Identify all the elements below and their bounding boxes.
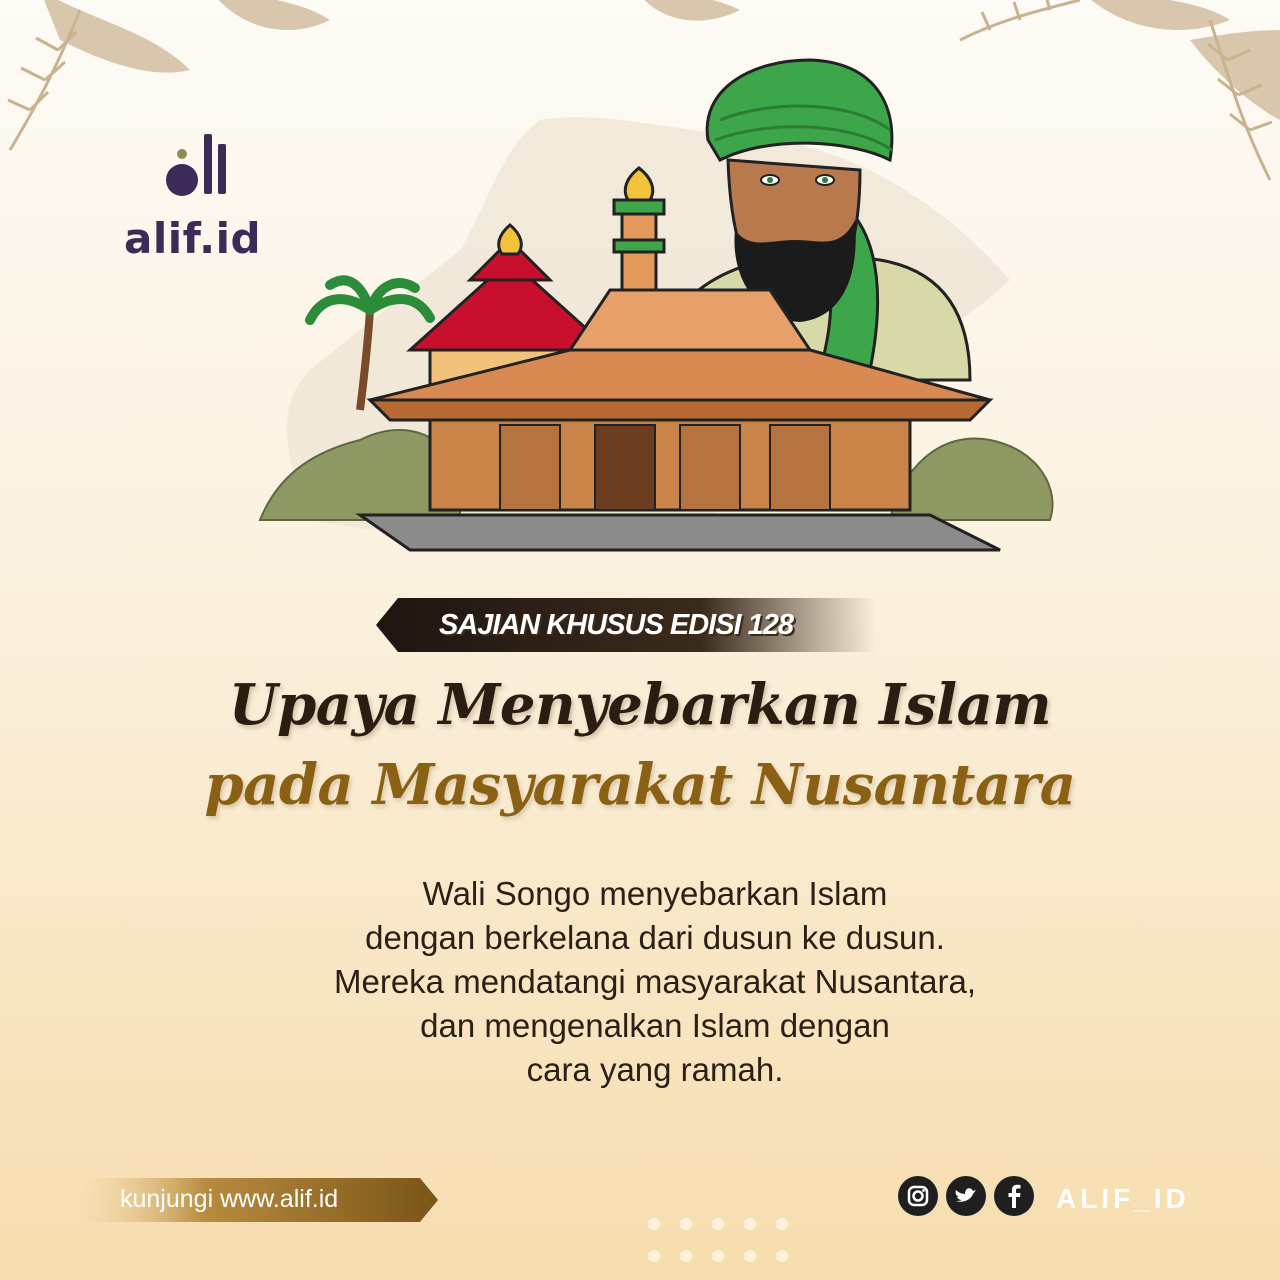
body-line: dengan berkelana dari dusun ke dusun. bbox=[365, 919, 945, 956]
social-handle: ALIF_ID bbox=[1056, 1183, 1190, 1214]
title-line-2: pada Masyarakat Nusantara bbox=[204, 752, 1076, 818]
body-paragraph bbox=[240, 872, 1070, 1092]
visit-website-link[interactable] bbox=[80, 1178, 440, 1222]
decorative-dots bbox=[648, 1212, 798, 1268]
body-line: dan mengenalkan Islam dengan bbox=[420, 1007, 890, 1044]
title-line-1: Upaya Menyebarkan Islam bbox=[228, 672, 1052, 738]
logo-text: alif.id bbox=[124, 214, 262, 263]
edition-ribbon bbox=[376, 598, 876, 652]
wali-songo-mosque-illustration bbox=[250, 50, 1070, 570]
visit-text: kunjungi www.alif.id bbox=[120, 1185, 339, 1213]
twitter-icon[interactable] bbox=[946, 1176, 986, 1216]
instagram-icon[interactable] bbox=[898, 1176, 938, 1216]
body-line: cara yang ramah. bbox=[526, 1051, 784, 1088]
logo-mark-icon bbox=[164, 128, 234, 200]
ribbon-label: SAJIAN KHUSUS EDISI 128 bbox=[438, 609, 794, 641]
body-line: Wali Songo menyebarkan Islam bbox=[422, 875, 888, 912]
body-line: Mereka mendatangi masyarakat Nusantara, bbox=[334, 963, 976, 1000]
facebook-icon[interactable] bbox=[994, 1176, 1034, 1216]
